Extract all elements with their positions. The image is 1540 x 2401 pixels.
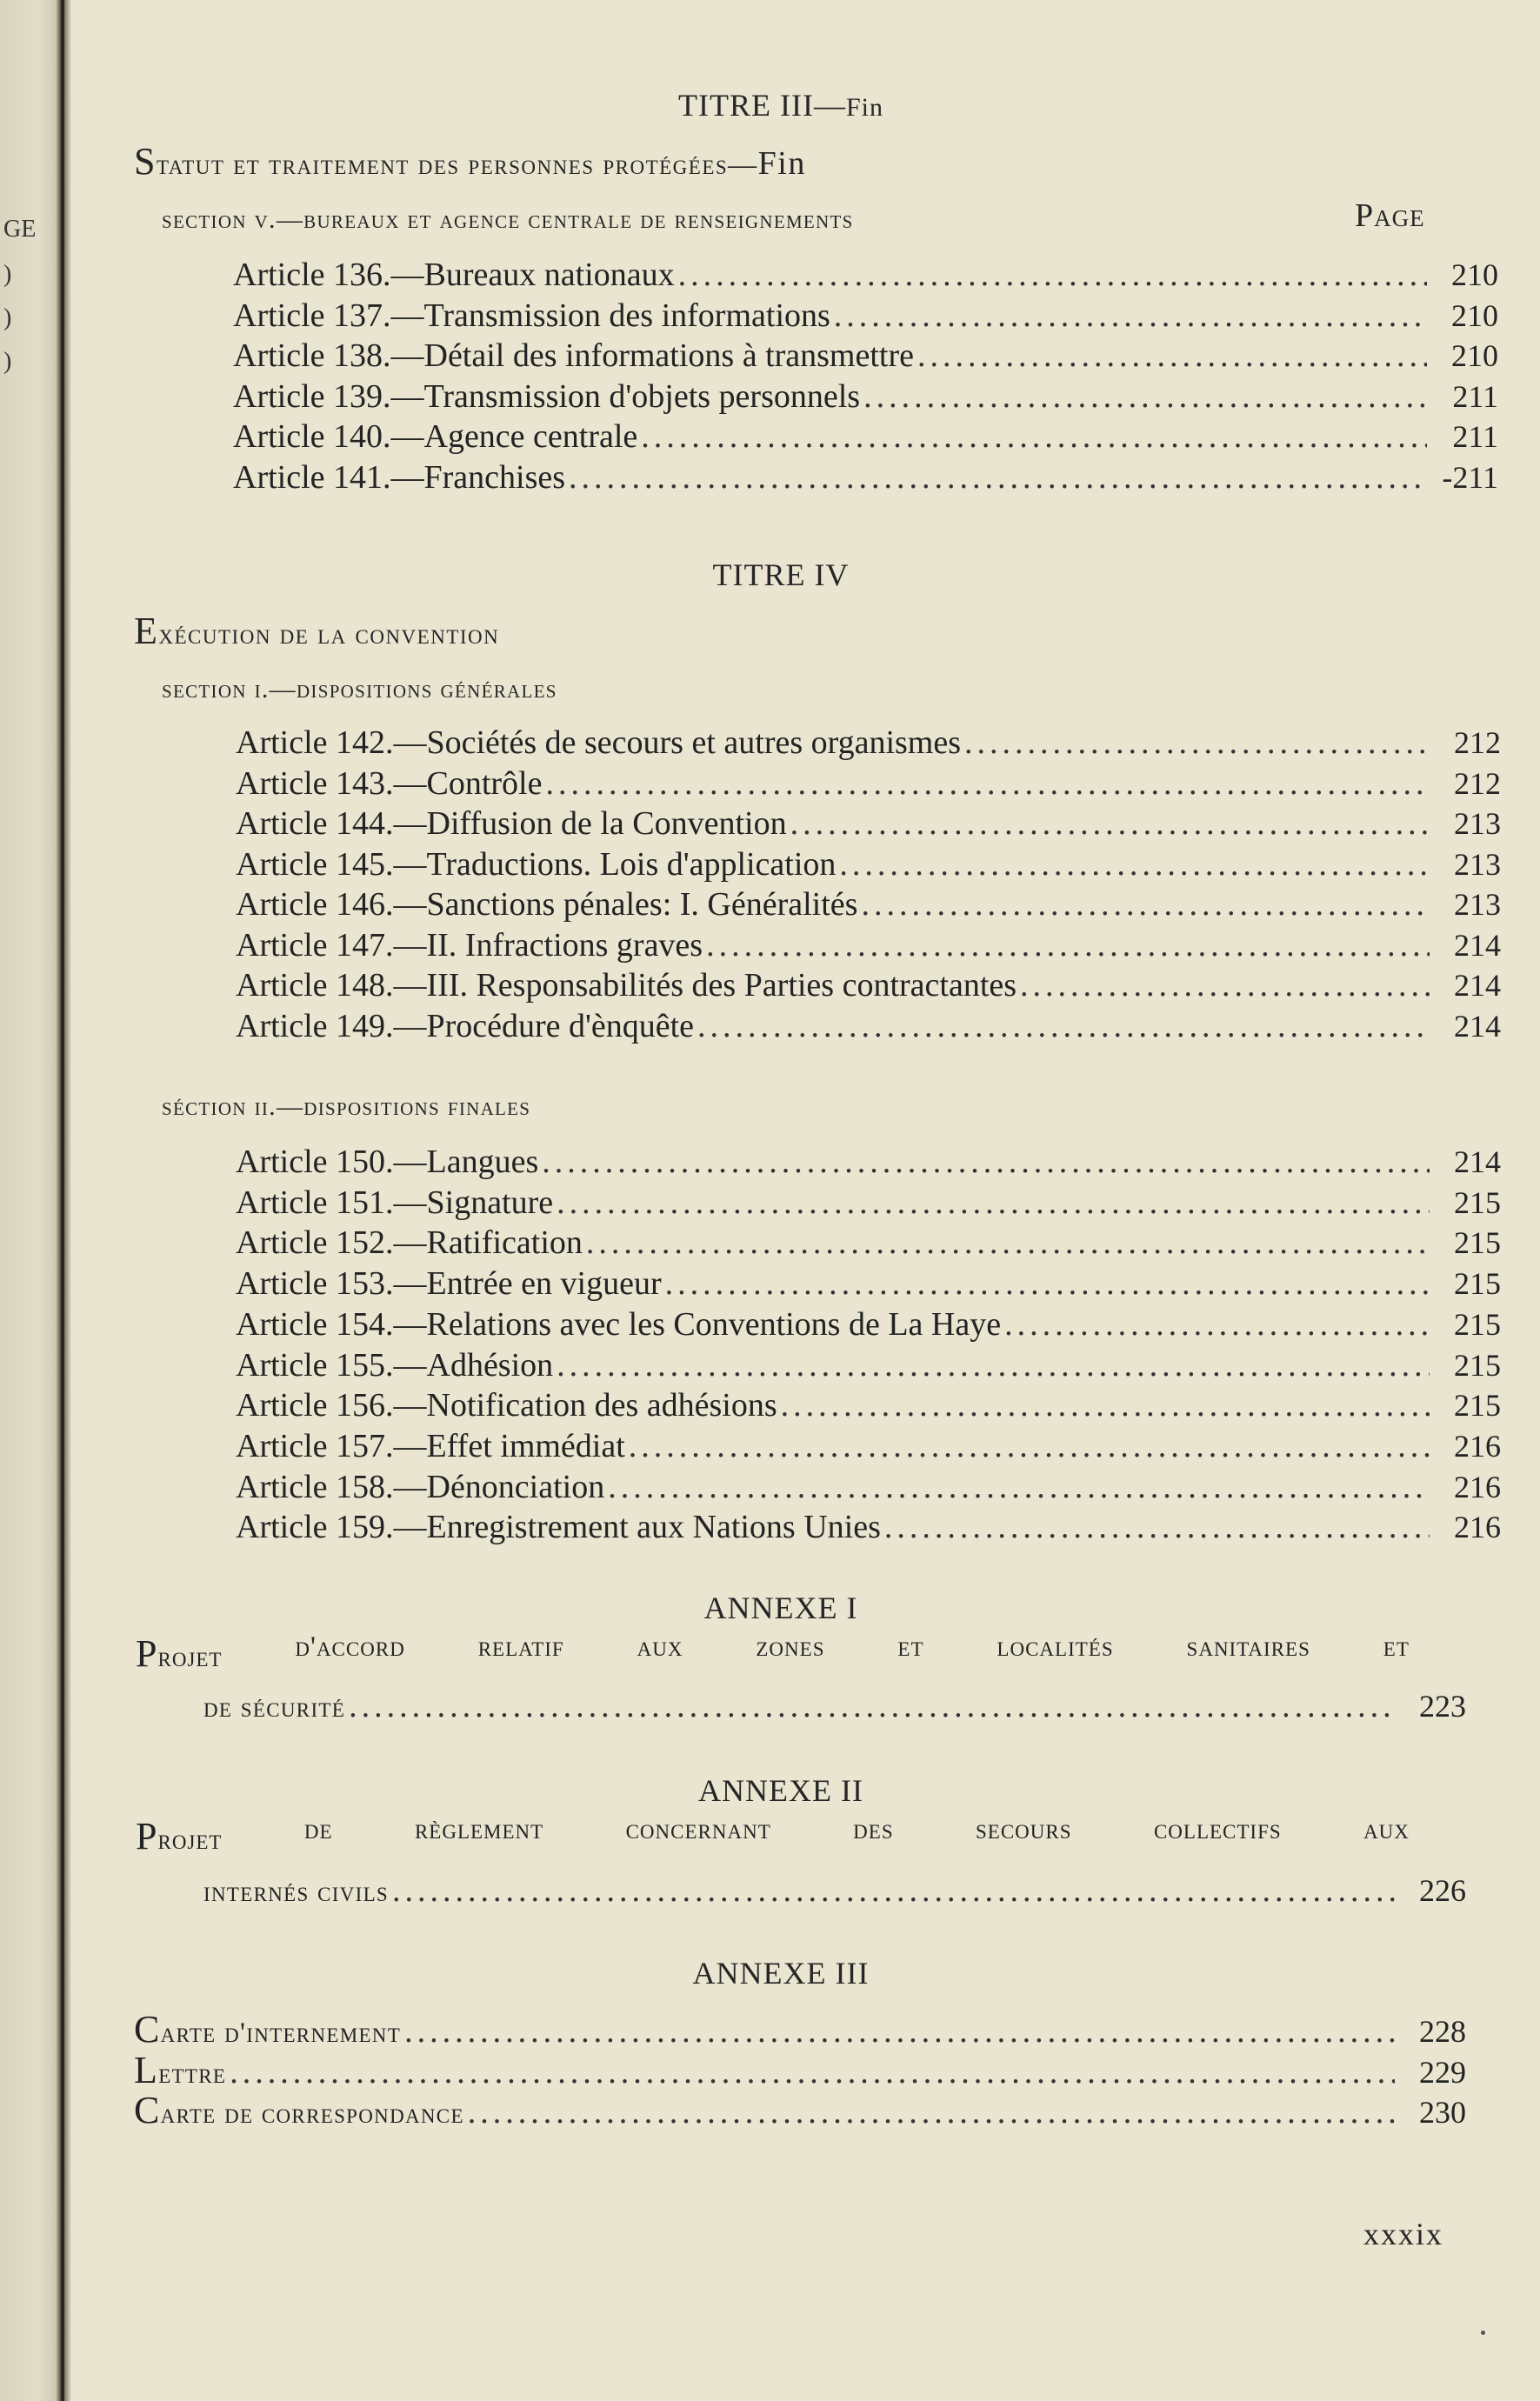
toc-entry (236, 1264, 1501, 1304)
toc-entry (236, 1007, 1501, 1047)
leader-dots (569, 458, 1427, 497)
page-number: 213 (1454, 806, 1501, 841)
page-number: 228 (1419, 2014, 1466, 2049)
page-folio: xxxix (1363, 2217, 1444, 2251)
entry-title-rest: arte de correspondance (160, 2098, 464, 2130)
toc-entry (233, 256, 1498, 296)
statut-text: tatut et traitement des personnes protégées— (156, 150, 758, 181)
leader-dots (790, 804, 1430, 843)
entry-title: Article 159.—Enregistrement aux Nations Unies (236, 1509, 881, 1546)
page-number: 215 (1454, 1347, 1501, 1383)
toc-entry (233, 337, 1498, 377)
entry-title: Article 137.—Transmission des informations (233, 297, 830, 334)
leader-dots (697, 1007, 1430, 1045)
titre-iii-suffix: Fin (845, 93, 883, 122)
leader-dots (861, 885, 1430, 924)
toc-entry (236, 885, 1501, 925)
leader-dots (557, 1346, 1430, 1384)
page-number: 210 (1451, 297, 1498, 333)
facing-page-glyph: ) (3, 348, 12, 375)
toc-entry (134, 2007, 1466, 2051)
entry-title: Article 143.—Contrôle (236, 764, 543, 802)
annexe-ii-heading-line1 (136, 1814, 1410, 1858)
leader-dots (230, 2053, 1395, 2091)
leader-dots (349, 1687, 1395, 1725)
leader-dots (586, 1224, 1430, 1262)
toc-entry (236, 1305, 1501, 1345)
heading-word: localités (997, 1631, 1114, 1663)
page-number: 214 (1454, 1144, 1501, 1179)
execution-text: xécution de la convention (158, 619, 500, 650)
page-number: 230 (1419, 2095, 1466, 2130)
facing-page-glyph: GE (3, 216, 37, 243)
leader-dots (706, 926, 1430, 964)
toc-entry (236, 1184, 1501, 1224)
heading-word: relatif (477, 1631, 564, 1663)
entry-title: Article 149.—Procédure d'ènquête (236, 1007, 695, 1044)
entry-title: Article 136.—Bureaux nationaux (233, 257, 675, 293)
page-number: 215 (1454, 1184, 1501, 1220)
statut-initial: S (134, 140, 157, 183)
heading-word: et (1383, 1631, 1410, 1663)
entry-title: Article 148.—III. Responsabilités des Parties contractantes (236, 967, 1017, 1004)
page-number: 216 (1454, 1469, 1501, 1504)
toc-entry (134, 2088, 1466, 2131)
entry-title: Article 152.—Ratification (236, 1224, 583, 1262)
entry-title: Article 138.—Détail des informations à transmettre (233, 337, 914, 374)
leader-dots (1004, 1305, 1430, 1344)
heading-word (136, 1814, 222, 1858)
page-number: 211 (1452, 419, 1498, 454)
entry-title: Article 158.—Dénonciation (236, 1468, 605, 1505)
heading-word: d'accord (295, 1631, 405, 1663)
toc-entry (236, 1143, 1501, 1183)
titre-iii-label: TITRE III— (678, 88, 846, 123)
drop-initial: P (136, 1815, 158, 1857)
leader-dots (834, 297, 1427, 335)
annexe-i-title: ANNEXE I (703, 1591, 858, 1625)
page-number: 213 (1454, 887, 1501, 922)
toc-entry (236, 764, 1501, 804)
toc-entry (236, 966, 1501, 1006)
binding-edge (61, 0, 64, 2401)
annexe-ii-line2: internés civils (203, 1877, 390, 1908)
toc-entry (233, 377, 1498, 417)
page-column-label: Page (1355, 197, 1425, 234)
heading-word: concernant (625, 1814, 771, 1845)
drop-initial: C (134, 2008, 161, 2051)
page-number: 215 (1454, 1225, 1501, 1261)
page-number: 214 (1454, 968, 1501, 1003)
page-number: 215 (1454, 1306, 1501, 1342)
leader-dots (468, 2093, 1395, 2131)
entry-title: Article 144.—Diffusion de la Convention (236, 805, 787, 842)
entry-title: Article 139.—Transmission d'objets personnels (233, 377, 861, 415)
page-number: 226 (1419, 1873, 1466, 1908)
section-i-heading: section i.—dispositions générales (162, 675, 557, 704)
section-v-heading: section v.—bureaux et agence centrale de renseignements (162, 205, 854, 234)
heading-word: sanitaires (1186, 1631, 1310, 1663)
entry-title (134, 2007, 401, 2051)
annexe-i-heading-line1 (136, 1631, 1410, 1676)
toc-entry (233, 417, 1498, 457)
leader-dots (678, 256, 1427, 294)
heading-word: aux (1363, 1814, 1410, 1845)
execution-initial: E (134, 610, 159, 652)
heading-word: secours (976, 1814, 1072, 1845)
page-number: 214 (1454, 927, 1501, 963)
heading-word: des (853, 1814, 894, 1845)
word-rest: rojet (157, 1824, 223, 1856)
page-number: 216 (1454, 1510, 1501, 1545)
leader-dots (404, 2012, 1395, 2051)
annexe-i-line2: de sécurité (203, 1692, 346, 1724)
page-number: -211 (1442, 459, 1498, 495)
statut-heading (134, 139, 806, 183)
drop-initial: L (134, 2048, 159, 2091)
leader-dots (545, 764, 1430, 803)
annexe-ii-entry (203, 1871, 1466, 1911)
page-number: 211 (1452, 378, 1498, 414)
toc-entry (236, 1427, 1501, 1467)
facing-page-glyph: ) (3, 261, 12, 288)
page-number: 215 (1454, 1388, 1501, 1424)
toc-entry (236, 724, 1501, 764)
toc-entry (233, 458, 1498, 498)
toc-entry (236, 1508, 1501, 1548)
execution-heading (134, 609, 499, 653)
toc-page (77, 0, 1540, 2401)
leader-dots (964, 724, 1430, 762)
annexe-ii-title: ANNEXE II (698, 1773, 863, 1808)
entry-title-rest: ettre (158, 2058, 227, 2090)
entry-title: Article 157.—Effet immédiat (236, 1427, 625, 1464)
toc-entry (236, 1346, 1501, 1386)
toc-entry (134, 2048, 1466, 2091)
heading-word: et (897, 1631, 924, 1663)
entry-title-rest: arte d'internement (160, 2018, 402, 2049)
leader-dots (884, 1508, 1430, 1546)
statut-fin: Fin (757, 145, 806, 182)
page-number: 229 (1419, 2054, 1466, 2090)
toc-entry (236, 1468, 1501, 1508)
entry-title: Article 154.—Relations avec les Conventions de La Haye (236, 1305, 1002, 1343)
page-number: 223 (1419, 1689, 1466, 1724)
entry-title: Article 153.—Entrée en vigueur (236, 1265, 662, 1303)
toc-entry (236, 926, 1501, 966)
toc-entry (236, 845, 1501, 885)
leader-dots (392, 1871, 1395, 1910)
page-number: 212 (1454, 725, 1501, 760)
entry-title (134, 2048, 226, 2092)
leader-dots (641, 417, 1427, 456)
entry-title: Article 156.—Notification des adhésions (236, 1387, 777, 1424)
entry-title: Article 142.—Sociétés de secours et autres organismes (236, 724, 962, 761)
heading-word: collectifs (1153, 1814, 1282, 1845)
heading-word: règlement (414, 1814, 544, 1845)
entry-title: Article 155.—Adhésion (236, 1346, 554, 1384)
titre-iv-heading: TITRE IV (712, 557, 850, 592)
word-rest: rojet (157, 1642, 223, 1673)
entry-title (134, 2088, 464, 2132)
leader-dots (557, 1184, 1430, 1222)
leader-dots (629, 1427, 1430, 1465)
entry-title: Article 140.—Agence centrale (233, 418, 638, 455)
annexe-iii-title: ANNEXE III (692, 1956, 870, 1991)
leader-dots (665, 1264, 1430, 1303)
heading-word: de (303, 1814, 333, 1845)
section-ii-heading: séction ii.—dispositions finales (162, 1092, 531, 1121)
entry-title: Article 145.—Traductions. Lois d'application (236, 845, 837, 883)
leader-dots (1020, 966, 1430, 1004)
page-number: 212 (1454, 765, 1501, 801)
page-number: 210 (1451, 338, 1498, 373)
paper-speck (1481, 2331, 1485, 2335)
entry-title: Article 141.—Franchises (233, 458, 566, 496)
heading-word: zones (756, 1631, 825, 1663)
toc-entry (236, 1224, 1501, 1264)
facing-page-glyph: ) (3, 304, 12, 331)
drop-initial: P (136, 1632, 158, 1675)
leader-dots (781, 1386, 1430, 1424)
annexe-i-entry (203, 1687, 1466, 1727)
entry-title: Article 147.—II. Infractions graves (236, 926, 703, 964)
titre-iii-heading (77, 87, 1485, 123)
toc-entry (236, 804, 1501, 844)
page-number: 213 (1454, 846, 1501, 882)
toc-entry (236, 1386, 1501, 1426)
heading-word: aux (637, 1631, 683, 1663)
page-number: 216 (1454, 1428, 1501, 1464)
entry-title: Article 151.—Signature (236, 1184, 554, 1221)
page-number: 214 (1454, 1008, 1501, 1044)
leader-dots (839, 845, 1430, 884)
leader-dots (917, 337, 1427, 375)
page-number: 215 (1454, 1266, 1501, 1302)
leader-dots (863, 377, 1427, 416)
entry-title: Article 150.—Langues (236, 1144, 539, 1180)
leader-dots (608, 1468, 1430, 1506)
leader-dots (542, 1143, 1430, 1181)
drop-initial: C (134, 2089, 161, 2131)
heading-word (136, 1631, 222, 1676)
toc-entry (233, 297, 1498, 337)
page-number: 210 (1451, 257, 1498, 292)
entry-title: Article 146.—Sanctions pénales: I. Généralités (236, 886, 858, 923)
